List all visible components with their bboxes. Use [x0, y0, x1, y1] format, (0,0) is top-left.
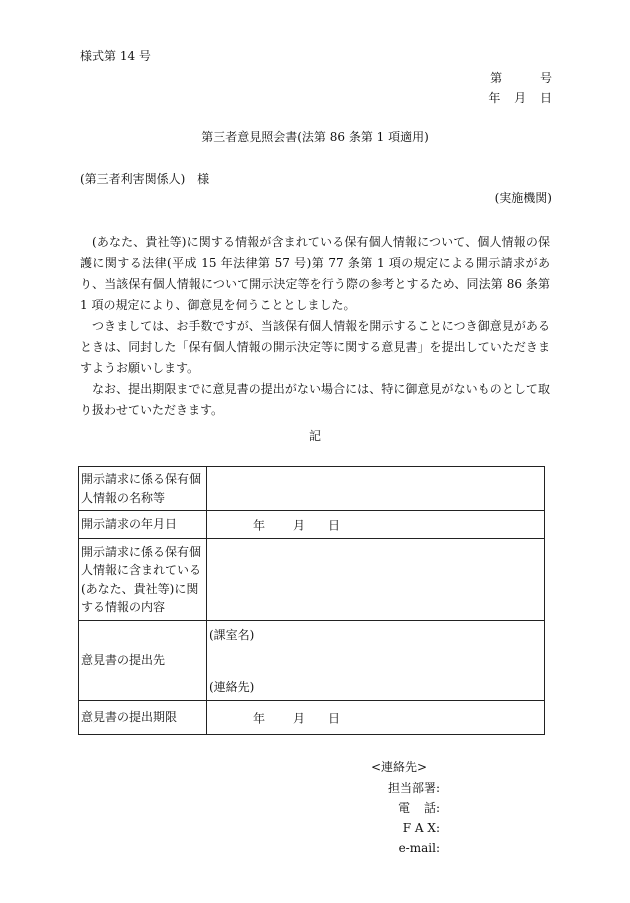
addressee: (第三者利害関係人) 様: [80, 172, 210, 186]
month-label: 月: [293, 711, 306, 725]
table-label-submission-dest: 意見書の提出先: [79, 621, 207, 701]
table-label-deadline: 意見書の提出期限: [79, 701, 207, 735]
table-value-info-name[interactable]: [207, 467, 545, 511]
issuing-agency: (実施機関): [494, 191, 552, 205]
day-label: 日: [328, 711, 341, 725]
month-label: 月: [293, 518, 306, 532]
document-number: 第 号: [490, 71, 552, 85]
contact-email-label: e-mail:: [398, 841, 440, 855]
day-label: 日: [328, 518, 341, 532]
table-row: [79, 467, 545, 511]
table-value-request-date[interactable]: [207, 511, 545, 539]
document-title: 第三者意見照会書(法第 86 条第 1 項適用): [201, 130, 429, 144]
year-label: 年: [253, 518, 266, 532]
table-row: [79, 539, 545, 621]
ki-heading: 記: [308, 429, 321, 443]
table-value-deadline[interactable]: [207, 701, 545, 735]
body-paragraph: (あなた、貴社等)に関する情報が含まれている保有個人情報について、個人情報の保護に関する法律(平成 15 年法律第 57 号)第 77 条第 1 項の規定による開示請求があり、当該保有個人情報について開示決定等を行う際の参考とするため、同法第 86 条第 1 項の規定により、御意見を伺うこととしました。: [80, 235, 550, 312]
contact-label: (連絡先): [209, 680, 255, 694]
body-paragraph: なお、提出期限までに意見書の提出がない場合には、特に御意見がないものとして取り扱わせていただきます。: [80, 382, 550, 417]
table-label-info-content: 開示請求に係る保有個人情報に含まれている(あなた、貴社等)に関する情報の内容: [79, 539, 207, 621]
table-label-request-date: 開示請求の年月日: [79, 511, 207, 539]
form-number: 様式第 14 号: [80, 49, 151, 63]
body-paragraph: つきましては、お手数ですが、当該保有個人情報を開示することにつき御意見があるときは、同封した「保有個人情報の開示決定等に関する意見書」を提出していただきますようお願いします。: [80, 319, 550, 375]
table-row: [79, 511, 545, 539]
year-label: 年: [253, 711, 266, 725]
section-name-label: (課室名): [209, 628, 255, 642]
contact-fax-label: F A X:: [402, 821, 440, 835]
info-table: [78, 466, 545, 735]
table-row: [79, 621, 545, 701]
table-label-info-name: 開示請求に係る保有個人情報の名称等: [79, 467, 207, 511]
contact-heading: <連絡先>: [371, 760, 428, 774]
document-date: 年 月 日: [488, 91, 552, 105]
contact-tel-label: 電 話:: [398, 801, 440, 815]
table-value-submission-dest[interactable]: [207, 621, 545, 701]
contact-dept-label: 担当部署:: [387, 781, 440, 795]
table-value-info-content[interactable]: [207, 539, 545, 621]
body-text: [80, 232, 550, 421]
table-row: [79, 701, 545, 735]
